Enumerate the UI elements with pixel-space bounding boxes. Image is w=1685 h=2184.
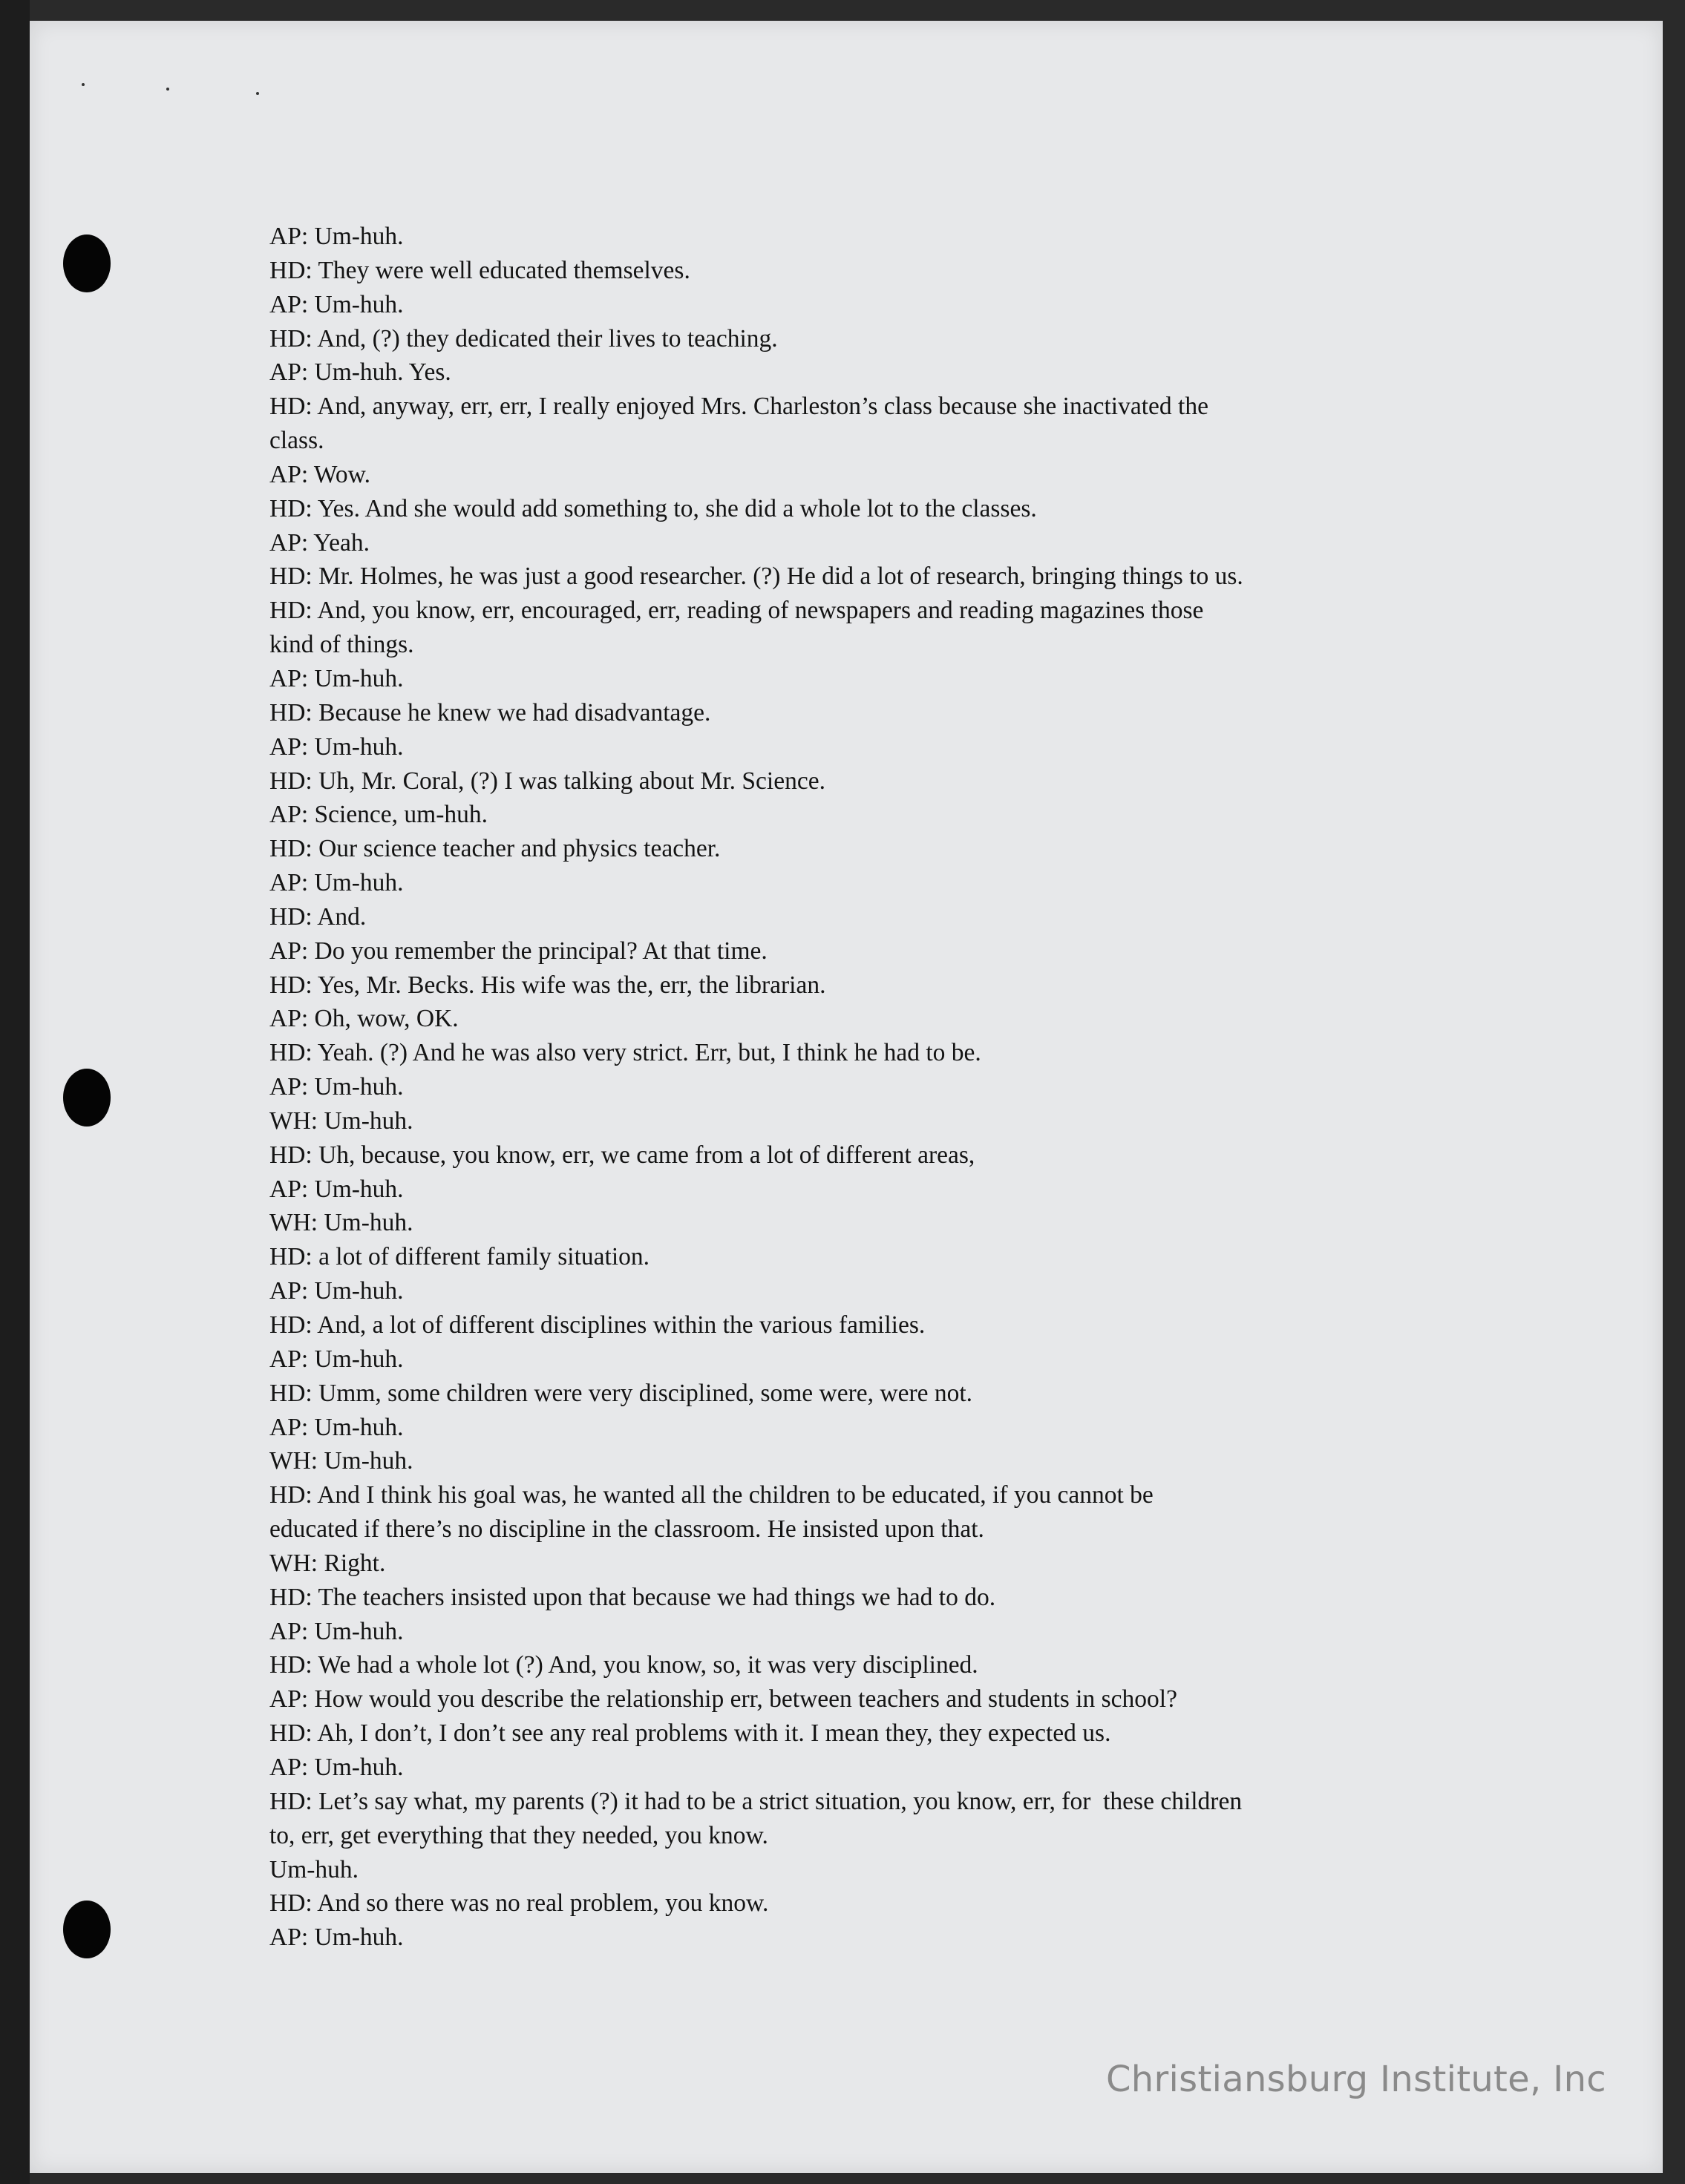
transcript-line: AP: Um-huh.: [269, 223, 404, 250]
transcript-line: HD: Umm, some children were very disciplined, some were, were not.: [269, 1379, 973, 1407]
transcript-line: AP: Um-huh.: [269, 1413, 404, 1441]
transcript-line: AP: Um-huh.: [269, 1175, 404, 1203]
transcript-line: HD: And.: [269, 902, 367, 931]
transcript-line: educated if there’s no discipline in the classroom. He insisted upon that.: [269, 1515, 984, 1544]
transcript-line: HD: a lot of different family situation.: [269, 1243, 650, 1271]
punch-hole-bottom: [63, 1901, 111, 1958]
transcript-line: HD: Uh, Mr. Coral, (?) I was talking about Mr. Science.: [269, 767, 825, 795]
transcript-line: WH: Um-huh.: [269, 1447, 413, 1475]
transcript-line: AP: Oh, wow, OK.: [269, 1005, 459, 1033]
transcript-line: WH: Right.: [269, 1549, 386, 1577]
transcript-line: AP: Um-huh.: [269, 1753, 404, 1781]
transcript-line: HD: Yeah. (?) And he was also very strict. Err, but, I think he had to be.: [269, 1039, 981, 1067]
transcript-line: Um-huh.: [269, 1855, 359, 1883]
paper-speck: [82, 83, 85, 86]
transcript-line: AP: Um-huh.: [269, 1345, 404, 1373]
transcript-line: AP: Um-huh.: [269, 1617, 404, 1645]
transcript-line: AP: Um-huh.: [269, 664, 404, 692]
watermark: Christiansburg Institute, Inc: [1105, 2059, 1606, 2100]
transcript-line: kind of things.: [269, 631, 414, 659]
transcript-line: HD: Yes. And she would add something to, she did a whole lot to the classes.: [269, 494, 1037, 522]
transcript-line: AP: Um-huh. Yes.: [269, 358, 451, 387]
transcript-line: HD: And, anyway, err, err, I really enjoyed Mrs. Charleston’s class because she inactivated the: [269, 393, 1208, 421]
transcript-line: AP: Wow.: [269, 460, 370, 488]
transcript-line: AP: Um-huh.: [269, 1924, 404, 1952]
transcript-line: AP: Science, um-huh.: [269, 801, 488, 829]
transcript-line: AP: Um-huh.: [269, 732, 404, 761]
transcript-line: HD: The teachers insisted upon that because we had things we had to do.: [269, 1583, 996, 1611]
transcript-line: HD: And, you know, err, encouraged, err, reading of newspapers and reading magazines those: [269, 597, 1204, 625]
transcript-line: to, err, get everything that they needed, you know.: [269, 1821, 768, 1849]
transcript-line: AP: How would you describe the relationship err, between teachers and students in school?: [269, 1685, 1177, 1714]
transcript-line: HD: Ah, I don’t, I don’t see any real problems with it. I mean they, they expected us.: [269, 1719, 1111, 1748]
transcript-line: AP: Um-huh.: [269, 1277, 404, 1305]
transcript-line: HD: Because he knew we had disadvantage.: [269, 698, 711, 727]
transcript-line: HD: Let’s say what, my parents (?) it had to be a strict situation, you know, err, for these children: [269, 1787, 1243, 1815]
transcript-line: HD: And, (?) they dedicated their lives to teaching.: [269, 324, 778, 352]
scanner-background-edge: [0, 0, 30, 2184]
transcript-line: HD: And I think his goal was, he wanted all the children to be educated, if you cannot be: [269, 1481, 1154, 1509]
transcript-line: HD: They were well educated themselves.: [269, 256, 690, 284]
punch-hole-middle: [63, 1069, 111, 1127]
transcript-line: AP: Um-huh.: [269, 869, 404, 897]
transcript-line: HD: Uh, because, you know, err, we came from a lot of different areas,: [269, 1141, 975, 1169]
transcript-line: HD: And so there was no real problem, you know.: [269, 1889, 769, 1918]
transcript-line: AP: Yeah.: [269, 528, 370, 557]
paper-speck: [166, 88, 169, 91]
paper-speck: [256, 92, 259, 95]
transcript-line: HD: We had a whole lot (?) And, you know, so, it was very disciplined.: [269, 1651, 978, 1679]
transcript-line: HD: Yes, Mr. Becks. His wife was the, err, the librarian.: [269, 971, 826, 999]
transcript-line: WH: Um-huh.: [269, 1106, 413, 1135]
transcript-line: WH: Um-huh.: [269, 1209, 413, 1237]
transcript-text: [269, 220, 1427, 1955]
transcript-line: AP: Um-huh.: [269, 1073, 404, 1101]
transcript-line: HD: Our science teacher and physics teacher.: [269, 835, 721, 863]
transcript-line: HD: And, a lot of different disciplines within the various families.: [269, 1311, 926, 1339]
transcript-line: AP: Do you remember the principal? At that time.: [269, 937, 768, 965]
transcript-line: AP: Um-huh.: [269, 290, 404, 318]
punch-hole-top: [63, 235, 111, 292]
transcript-line: class.: [269, 427, 324, 455]
transcript-line: HD: Mr. Holmes, he was just a good researcher. (?) He did a lot of research, bringing things to us.: [269, 563, 1243, 591]
